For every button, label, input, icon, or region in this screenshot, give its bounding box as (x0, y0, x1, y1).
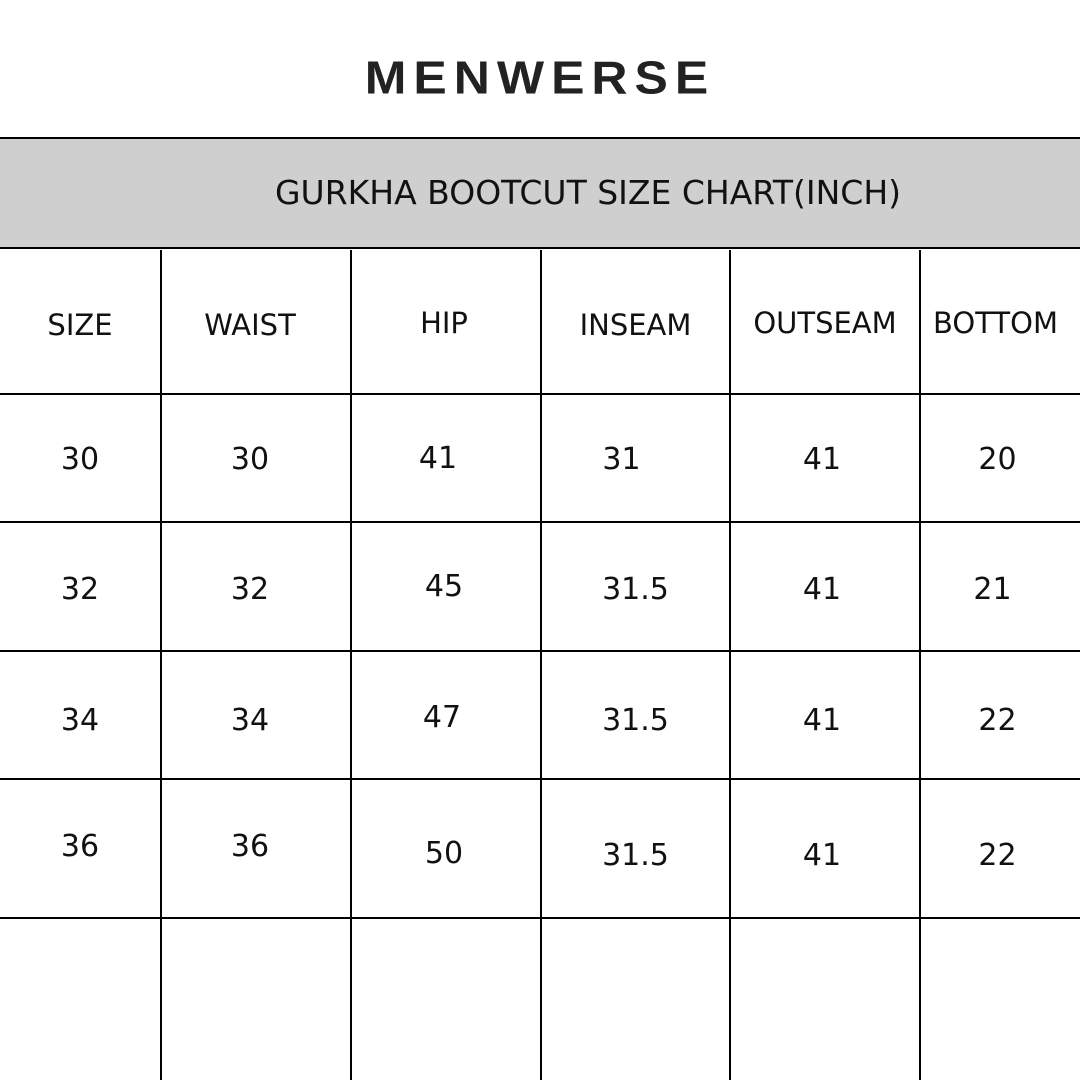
grid-divider (0, 917, 1080, 919)
header-hip: HIP (420, 305, 468, 340)
cell-waist: 34 (230, 702, 270, 738)
cell-outseam: 41 (802, 441, 842, 477)
header-bottom: BOTTOM (933, 305, 1058, 340)
cell-hip: 41 (418, 440, 458, 476)
cell-bottom: 20 (978, 441, 1017, 477)
cell-outseam: 41 (802, 838, 842, 873)
cell-outseam: 41 (802, 702, 842, 738)
cell-inseam: 31.5 (602, 702, 669, 738)
cell-bottom: 21 (973, 572, 1012, 607)
chart-title: GURKHA BOOTCUT SIZE CHART(INCH) (274, 173, 902, 212)
cell-hip: 47 (422, 699, 462, 735)
cell-size: 36 (60, 829, 100, 864)
cell-inseam: 31.5 (602, 572, 669, 607)
cell-bottom: 22 (978, 702, 1017, 738)
header-size: SIZE (47, 307, 113, 342)
cell-waist: 36 (230, 829, 270, 864)
header-waist: WAIST (204, 307, 296, 342)
cell-inseam: 31.5 (602, 838, 669, 873)
cell-hip: 45 (424, 569, 464, 604)
cell-inseam: 31 (602, 441, 641, 477)
brand-logo: MENWERSE (364, 52, 716, 104)
cell-waist: 30 (230, 441, 270, 477)
cell-size: 32 (60, 572, 100, 607)
header-outseam: OUTSEAM (753, 305, 897, 340)
cell-size: 34 (60, 702, 100, 738)
cell-bottom: 22 (978, 838, 1017, 873)
cell-outseam: 41 (802, 572, 842, 607)
header-inseam: INSEAM (579, 307, 692, 342)
title-band (0, 137, 1080, 249)
cell-waist: 32 (230, 572, 270, 607)
cell-size: 30 (60, 441, 100, 477)
cell-hip: 50 (424, 836, 464, 871)
